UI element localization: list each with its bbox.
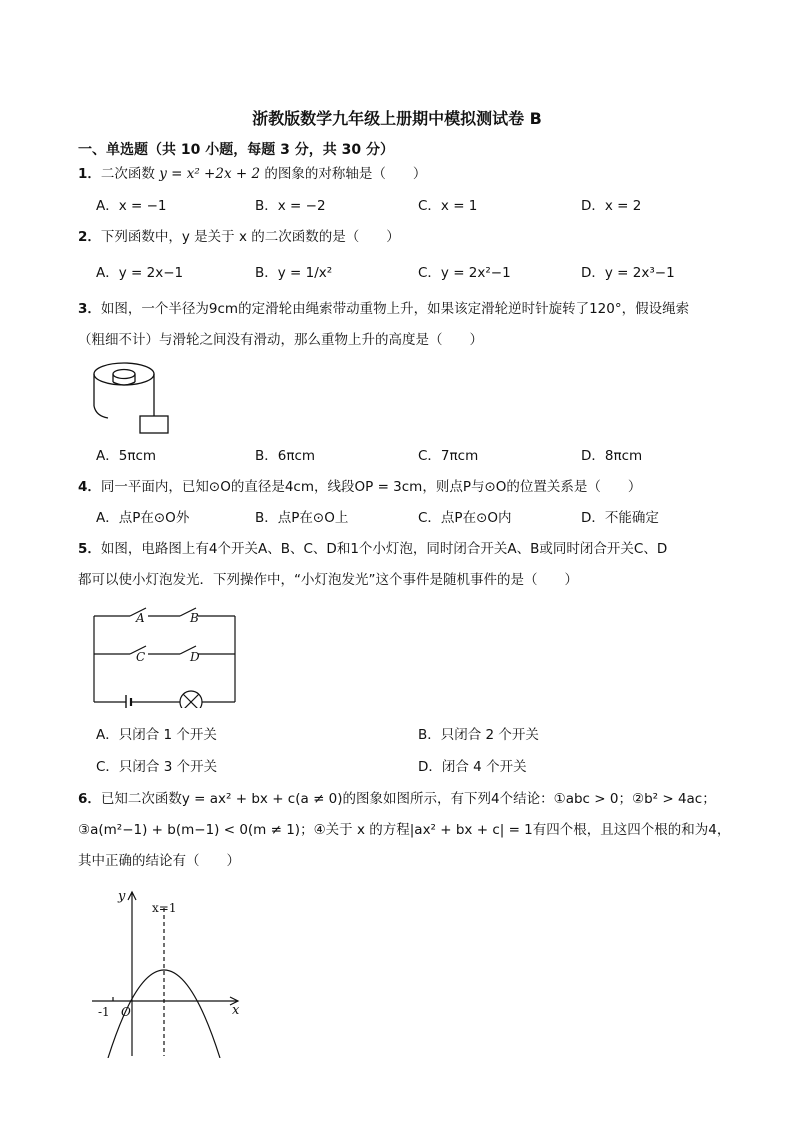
question-text: 的图象的对称轴是（ ）	[260, 166, 427, 182]
q3-option-b[interactable]: B．6πcm	[255, 448, 316, 464]
q3-option-d[interactable]: D．8πcm	[581, 448, 643, 464]
q5-option-a[interactable]: A．只闭合 1 个开关	[96, 727, 217, 743]
question-text: 二次函数	[100, 166, 160, 182]
question-4	[78, 477, 641, 497]
question-2	[78, 227, 400, 247]
q1-option-c[interactable]: C．x = 1	[418, 198, 478, 214]
question-text: 如图，电路图上有4个开关A、B、C、D和1个小灯泡，同时闭合开关A、B或同时闭合开关C、D	[100, 541, 668, 557]
q4-option-d[interactable]: D．不能确定	[581, 510, 659, 526]
question-text: 已知二次函数y = ax² + bx + c(a ≠ 0)的图象如图所示，有下列4个结论：①abc > 0；②b² > 4ac；	[100, 791, 716, 807]
question-6-line-2: ③a(m²−1) + b(m−1) < 0(m ≠ 1)；④关于 x 的方程|ax² + bx + c| = 1有四个根，且这四个根的和为4，	[78, 822, 731, 838]
question-3	[78, 299, 689, 319]
question-number: 4．	[78, 479, 101, 495]
switch-label-a: A	[136, 611, 145, 625]
question-text: 如图，一个半径为9cm的定滑轮由绳索带动重物上升，如果该定滑轮逆时针旋转了120°，假设绳索	[100, 301, 690, 317]
tick-label-neg-one: -1	[98, 1005, 110, 1019]
circuit-figure	[90, 604, 240, 708]
q1-option-d[interactable]: D．x = 2	[581, 198, 642, 214]
question-6	[78, 789, 716, 809]
origin-label: O	[121, 1005, 131, 1019]
question-number: 2．	[78, 229, 101, 245]
question-text: 下列函数中，y 是关于 x 的二次函数的是（ ）	[100, 229, 400, 245]
x-axis-label: x	[232, 1003, 240, 1018]
question-5	[78, 539, 667, 559]
section-heading: 一、单选题（共 10 小题，每题 3 分，共 30 分）	[78, 142, 394, 158]
question-number: 3．	[78, 301, 101, 317]
pulley-figure	[86, 354, 196, 438]
q4-option-c[interactable]: C．点P在⊙O内	[418, 510, 512, 526]
parabola-graph	[88, 886, 248, 1058]
y-axis-label: y	[118, 889, 126, 904]
question-number: 1．	[78, 166, 101, 182]
question-text: 同一平面内，已知⊙O的直径是4cm，线段OP = 3cm，则点P与⊙O的位置关系是（ ）	[100, 479, 642, 495]
q2-option-d[interactable]: D．y = 2x³−1	[581, 265, 675, 281]
q3-option-c[interactable]: C．7πcm	[418, 448, 479, 464]
q1-option-a[interactable]: A．x = −1	[96, 198, 167, 214]
q4-option-a[interactable]: A．点P在⊙O外	[96, 510, 190, 526]
switch-label-d: D	[190, 650, 200, 664]
symmetry-axis-label: x=1	[152, 901, 177, 915]
page-title: 浙教版数学九年级上册期中模拟测试卷 B	[252, 109, 542, 128]
q4-option-b[interactable]: B．点P在⊙O上	[255, 510, 349, 526]
q5-option-b[interactable]: B．只闭合 2 个开关	[418, 727, 539, 743]
q5-option-d[interactable]: D．闭合 4 个开关	[418, 759, 527, 775]
q1-option-b[interactable]: B．x = −2	[255, 198, 326, 214]
question-6-line-3: 其中正确的结论有（ ）	[78, 853, 240, 869]
question-1	[78, 164, 426, 184]
q2-option-b[interactable]: B．y = 1/x²	[255, 265, 333, 281]
question-number: 6．	[78, 791, 101, 807]
question-5-line-2: 都可以使小灯泡发光．下列操作中，“小灯泡发光”这个事件是随机事件的是（ ）	[78, 572, 578, 588]
q2-option-a[interactable]: A．y = 2x−1	[96, 265, 184, 281]
math-expression: y = x² +2x + 2	[159, 166, 261, 182]
q5-option-c[interactable]: C．只闭合 3 个开关	[96, 759, 218, 775]
question-number: 5．	[78, 541, 101, 557]
switch-label-c: C	[136, 650, 146, 664]
q2-option-c[interactable]: C．y = 2x²−1	[418, 265, 511, 281]
switch-label-b: B	[190, 611, 199, 625]
question-3-line-2: （粗细不计）与滑轮之间没有滑动，那么重物上升的高度是（ ）	[78, 332, 483, 348]
q3-option-a[interactable]: A．5πcm	[96, 448, 157, 464]
